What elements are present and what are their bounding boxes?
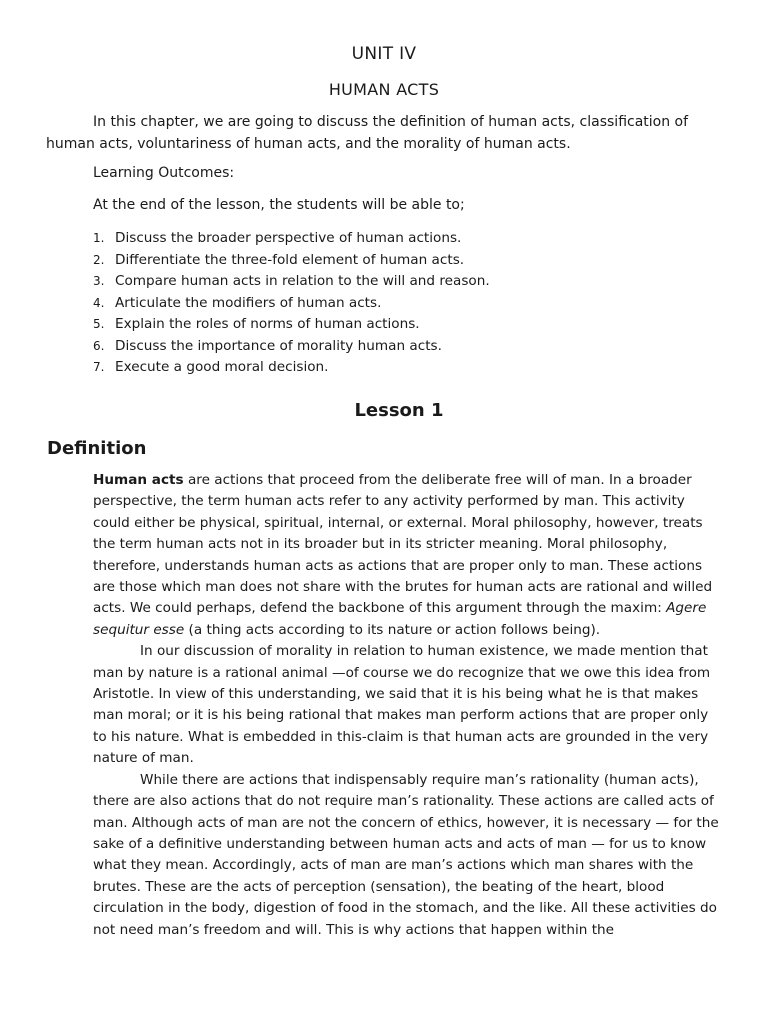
list-item [93,228,490,250]
list-item-text: Discuss the importance of morality human acts. [115,337,442,354]
list-item-text: Differentiate the three-fold element of human acts. [115,251,465,268]
rationality-paragraph: In our discussion of morality in relation to human existence, we made mention that man by nature is a rational animal —of course we do recognize that we owe this idea from Aristotle. In view of this understanding, we said that it is his being what he is that makes man moral; or it is his being rational that makes man perform actions that are proper only to his nature. What is embedded in this-claim is that human acts are grounded in the very nature of man. [93,643,711,767]
list-item [93,250,490,272]
bold-term: Human acts [93,472,184,488]
list-item-number: 6. [93,338,105,353]
learning-outcomes-label: Learning Outcomes: [93,165,235,181]
list-item-text: Execute a good moral decision. [115,359,329,375]
acts-of-man-paragraph: While there are actions that indispensably require man’s rationality (human acts), there are also actions that do not require man’s rationality. These actions are called acts of man. Although acts of man are not the concern of ethics, however, it is necessary — for the sake of a definitive understanding between human acts and acts of man — for us to know what they mean. Accordingly, acts of man are man’s actions which man shares with the brutes. These are the acts of perception (sensation), the beating of the heart, blood circulation in the body, digestion of food in the stomach, and the like. All these activities do not need man’s freedom and will. This is why actions that happen within the [93,771,719,938]
list-item-number: 3. [93,274,105,288]
list-item-text: Articulate the modifiers of human acts. [115,294,382,311]
learning-outcomes-list [93,228,490,379]
list-item [93,314,490,336]
list-item-text: Discuss the broader perspective of human actions. [115,230,462,246]
section-heading: Definition [47,438,147,459]
list-item [93,357,490,379]
list-item-text: Explain the roles of norms of human actions. [115,316,420,332]
list-item-number: 7. [93,360,105,374]
list-item-number: 5. [93,317,105,331]
paragraph-text: (a thing acts according to its nature or action follows being). [184,621,601,638]
list-item-number: 2. [93,252,105,267]
list-item [93,336,490,358]
list-item [93,271,490,293]
paragraph-text: are actions that proceed from the deliberate free will of man. In a broader perspective, the term human acts refer to any activity performed by man. This activity could either be physical, spiritual, internal, or external. Moral philosophy, however, treats the term human acts not in its broader but in its stricter meaning. Moral philosophy, therefore, understands human acts as actions that are proper only to man. These actions are those which man does not share with the brutes for human acts are rational and willed acts. We could perhaps, defend the backbone of this argument through the maxim: [93,472,713,617]
definition-paragraph [93,470,723,641]
unit-title: UNIT IV [351,44,417,64]
list-item-number: 4. [93,295,105,310]
learning-outcomes-intro: At the end of the lesson, the students will be able to; [93,197,465,213]
list-item-number: 1. [93,231,105,245]
list-item [93,293,490,315]
latin-maxim: Agere sequitur esse [93,600,707,638]
body-text [93,470,723,941]
chapter-title: HUMAN ACTS [328,80,440,99]
intro-paragraph: In this chapter, we are going to discuss the definition of human acts, classification of human acts, voluntariness of human acts, and the morality of human acts. [46,114,689,152]
lesson-title: Lesson 1 [354,400,444,421]
list-item-text: Compare human acts in relation to the will and reason. [115,273,490,289]
